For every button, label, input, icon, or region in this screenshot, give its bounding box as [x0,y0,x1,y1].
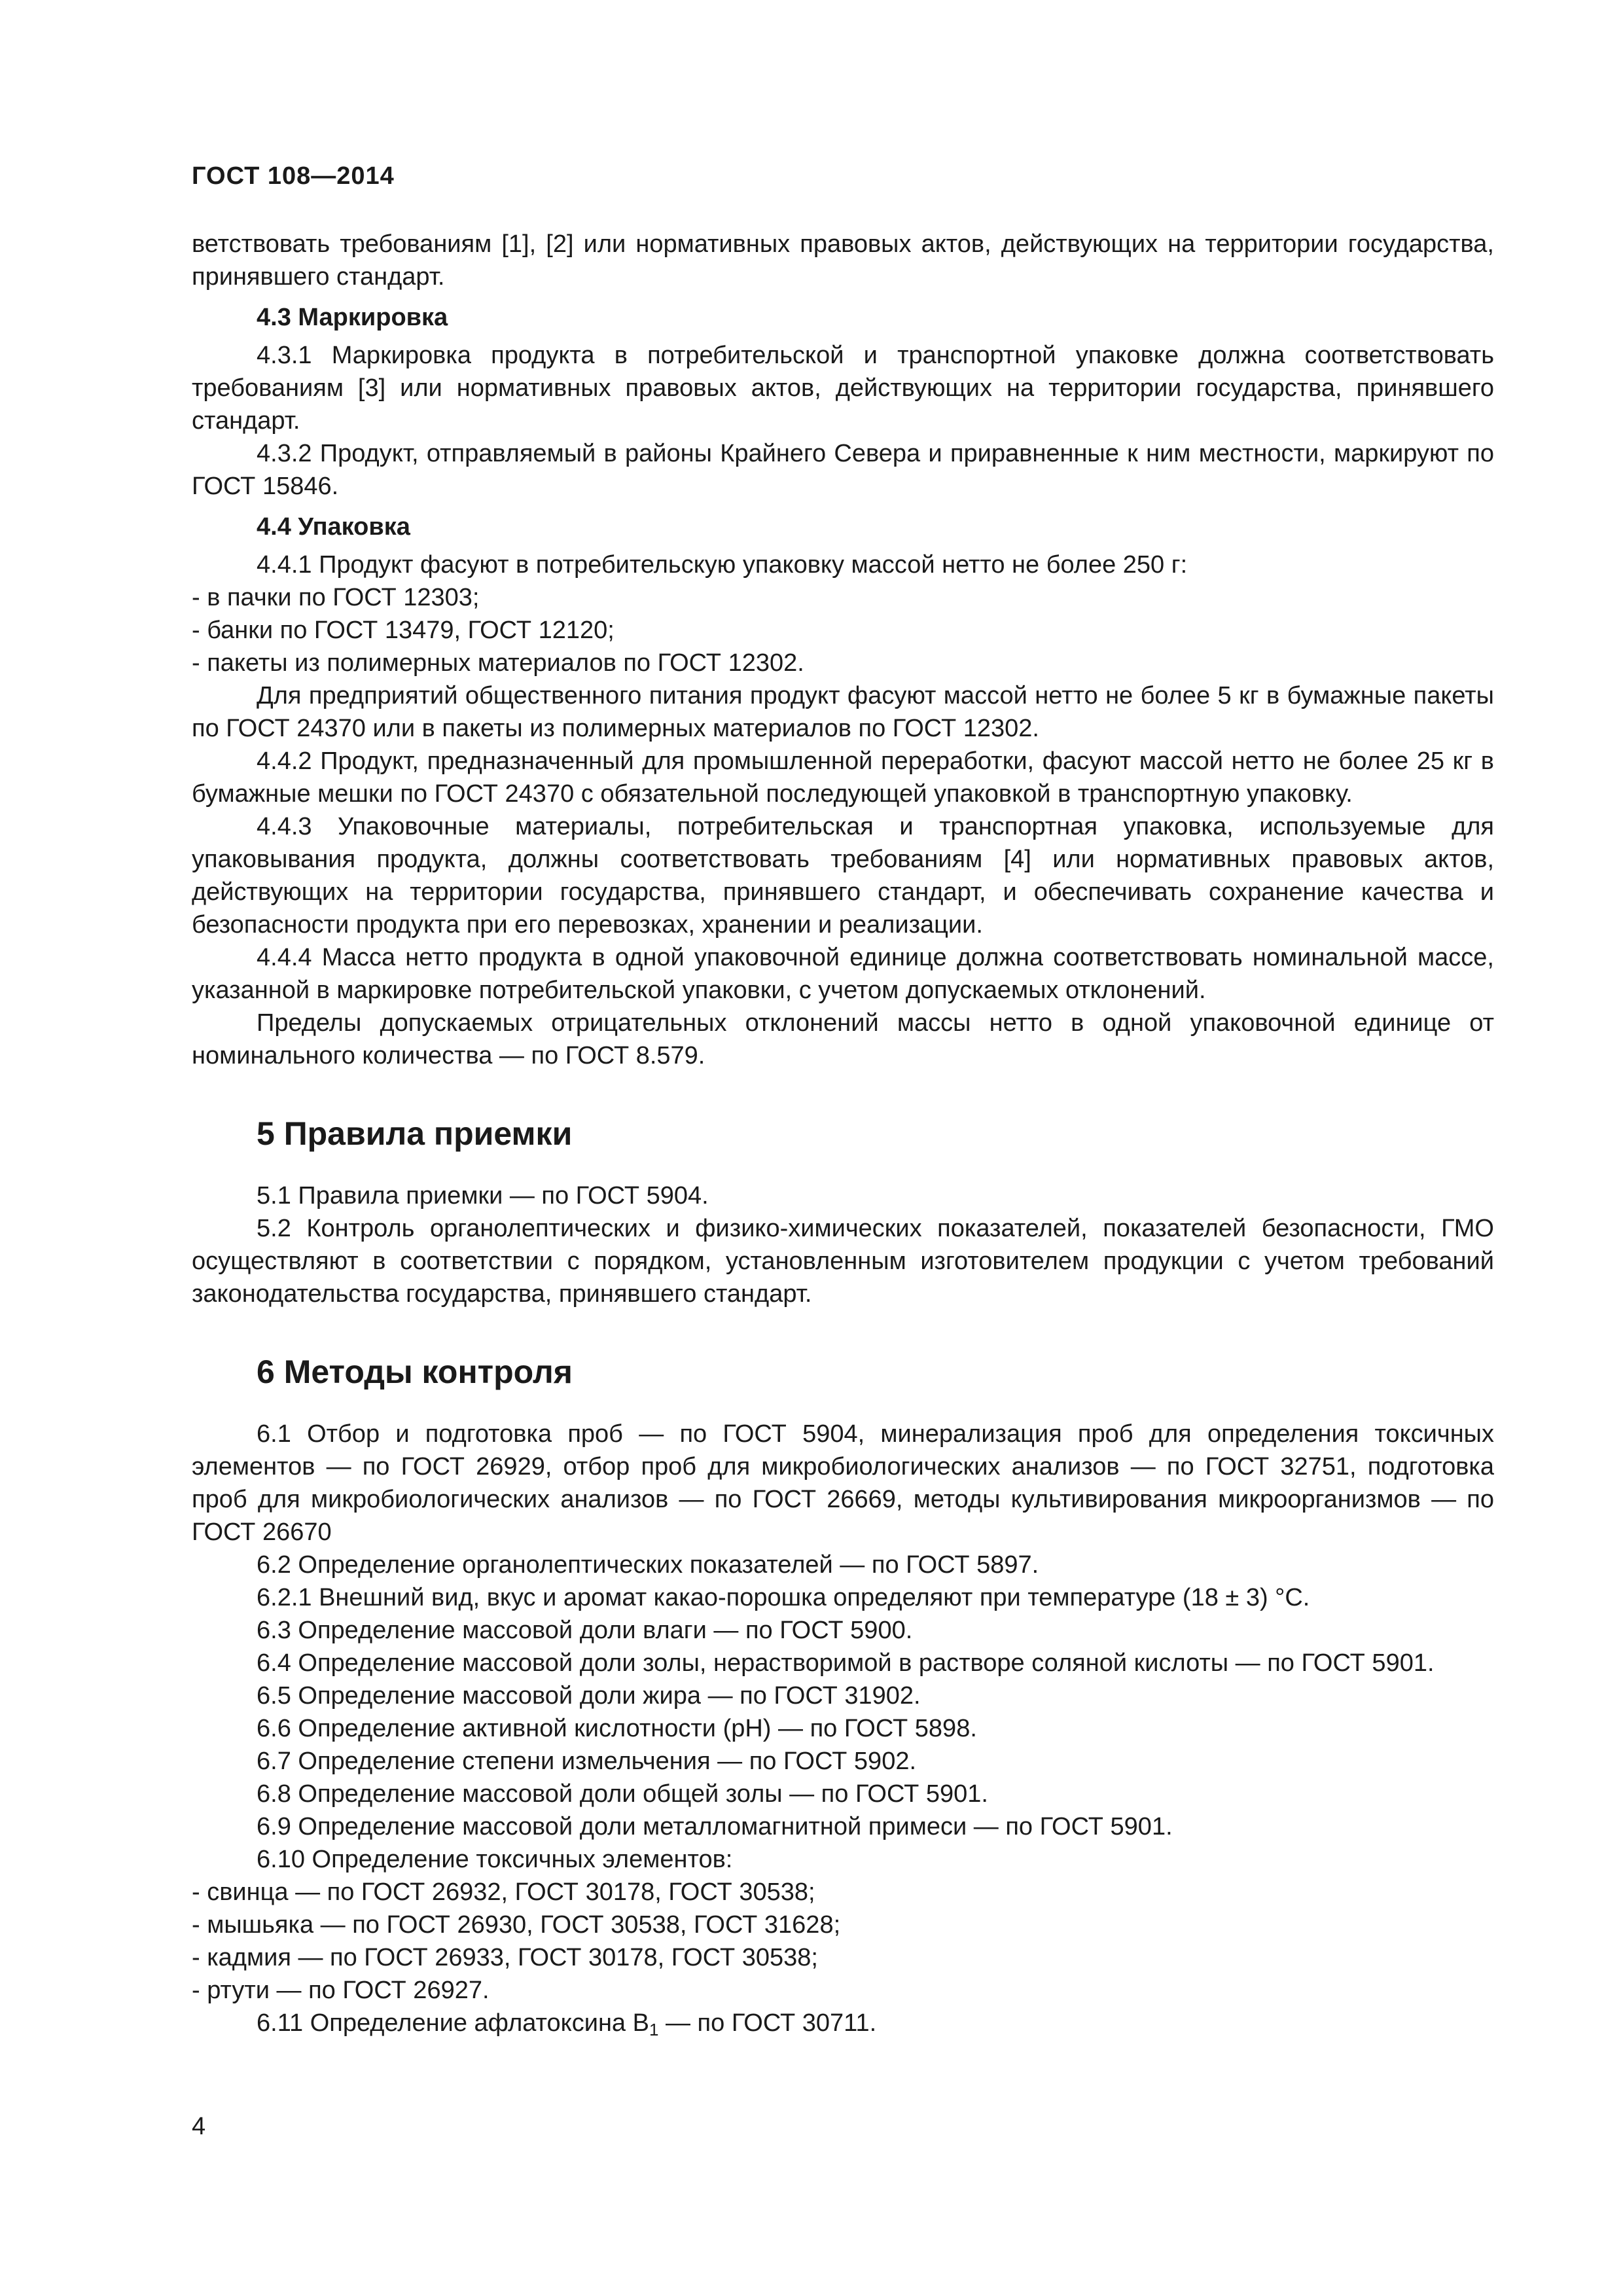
subscript: 1 [649,2020,659,2039]
section-heading-4-4: 4.4 Упаковка [257,513,410,541]
paragraph-4-4-1-catering: Для предприятий общественного питания продукт фасуют массой нетто не более 5 кг в бумажные пакеты по ГОСТ 24370 или в пакеты из полимерных материалов по ГОСТ 12302. [192,682,1494,742]
page-number: 4 [192,2113,206,2140]
paragraph-4-4-3: 4.4.3 Упаковочные материалы, потребительская и транспортная упаковка, используемые для упаковывания продукта, должны соответствовать требованиям [4] или нормативных правовых актов, действующих на территории государства, принявшего стандарт, и обеспечивать сохранение качества и безопасности продукта при его перевозках, хранении и реализации. [192,813,1494,939]
list-item: - ртути — по ГОСТ 26927. [192,1977,490,2004]
paragraph-4-4-4: 4.4.4 Масса нетто продукта в одной упаковочной единице должна соответствовать номинальной массе, указанной в маркировке потребительской упаковки, с учетом допускаемых отклонений. [192,944,1494,1004]
list-item: - в пачки по ГОСТ 12303; [192,584,480,611]
paragraph-6-8: 6.8 Определение массовой доли общей золы — по ГОСТ 5901. [257,1780,988,1808]
paragraph-6-9: 6.9 Определение массовой доли металломагнитной примеси — по ГОСТ 5901. [257,1813,1173,1840]
paragraph-4-4-4-limits: Пределы допускаемых отрицательных отклонений массы нетто в одной упаковочной единице от номинального количества — по ГОСТ 8.579. [192,1009,1494,1069]
paragraph-6-3: 6.3 Определение массовой доли влаги — по ГОСТ 5900. [257,1617,913,1644]
paragraph-6-11-ref: — по ГОСТ 30711. [658,2009,877,2037]
paragraph-6-7: 6.7 Определение степени измельчения — по ГОСТ 5902. [257,1748,917,1775]
list-item: - свинца — по ГОСТ 26932, ГОСТ 30178, ГОСТ 30538; [192,1878,815,1906]
section-heading-4-3: 4.3 Маркировка [257,304,448,331]
paragraph-5-2: 5.2 Контроль органолептических и физико-химических показателей, показателей безопасности, ГМО осуществляют в соответствии с порядком, установленным изготовителем продукции с учетом требований законодательства государства, принявшего стандарт. [192,1215,1494,1308]
paragraph-5-1: 5.1 Правила приемки — по ГОСТ 5904. [257,1182,709,1210]
paragraph-4-4-2: 4.4.2 Продукт, предназначенный для промышленной переработки, фасуют массой нетто не более 25 кг в бумажные мешки по ГОСТ 24370 с обязательной последующей упаковкой в транспортную упаковку. [192,747,1494,808]
document-body [192,228,1494,2039]
section-heading-5: 5 Правила приемки [257,1115,573,1152]
paragraph-4-3-2: 4.3.2 Продукт, отправляемый в районы Крайнего Севера и приравненные к ним местности, маркируют по ГОСТ 15846. [192,440,1494,500]
list-item: - мышьяка — по ГОСТ 26930, ГОСТ 30538, ГОСТ 31628; [192,1911,841,1939]
paragraph-6-2: 6.2 Определение органолептических показателей — по ГОСТ 5897. [257,1551,1039,1579]
list-item: - пакеты из полимерных материалов по ГОСТ 12302. [192,649,804,677]
paragraph-6-11-text: 6.11 Определение афлатоксина B [257,2009,649,2037]
paragraph-continuation: ветствовать требованиям [1], [2] или нормативных правовых актов, действующих на территории государства, принявшего стандарт. [192,230,1494,291]
document-id-header: ГОСТ 108—2014 [192,162,395,190]
paragraph-6-1: 6.1 Отбор и подготовка проб — по ГОСТ 5904, минерализация проб для определения токсичных элементов — по ГОСТ 26929, отбор проб для микробиологических анализов — по ГОСТ 32751, подготовка проб для микробиологических анализов — по ГОСТ 26669, методы культивирования микроорганизмов — по ГОСТ 26670 [192,1420,1494,1546]
paragraph-4-3-1: 4.3.1 Маркировка продукта в потребительской и транспортной упаковке должна соответствовать требованиям [3] или нормативных правовых актов, действующих на территории государства, принявшего стандарт. [192,342,1494,435]
paragraph-6-4: 6.4 Определение массовой доли золы, нерастворимой в растворе соляной кислоты — по ГОСТ 5901. [257,1649,1435,1677]
paragraph-6-2-1: 6.2.1 Внешний вид, вкус и аромат какао-порошка определяют при температуре (18 ± 3) °С. [257,1584,1310,1611]
paragraph-4-4-1: 4.4.1 Продукт фасуют в потребительскую упаковку массой нетто не более 250 г: [257,551,1188,579]
paragraph-6-11 [192,2007,1494,2039]
list-item: - кадмия — по ГОСТ 26933, ГОСТ 30178, ГОСТ 30538; [192,1944,818,1971]
paragraph-6-5: 6.5 Определение массовой доли жира — по ГОСТ 31902. [257,1682,921,1710]
list-item: - банки по ГОСТ 13479, ГОСТ 12120; [192,617,615,644]
paragraph-6-10: 6.10 Определение токсичных элементов: [257,1846,733,1873]
paragraph-6-6: 6.6 Определение активной кислотности (рН) — по ГОСТ 5898. [257,1715,977,1742]
section-heading-6: 6 Методы контроля [257,1354,573,1390]
